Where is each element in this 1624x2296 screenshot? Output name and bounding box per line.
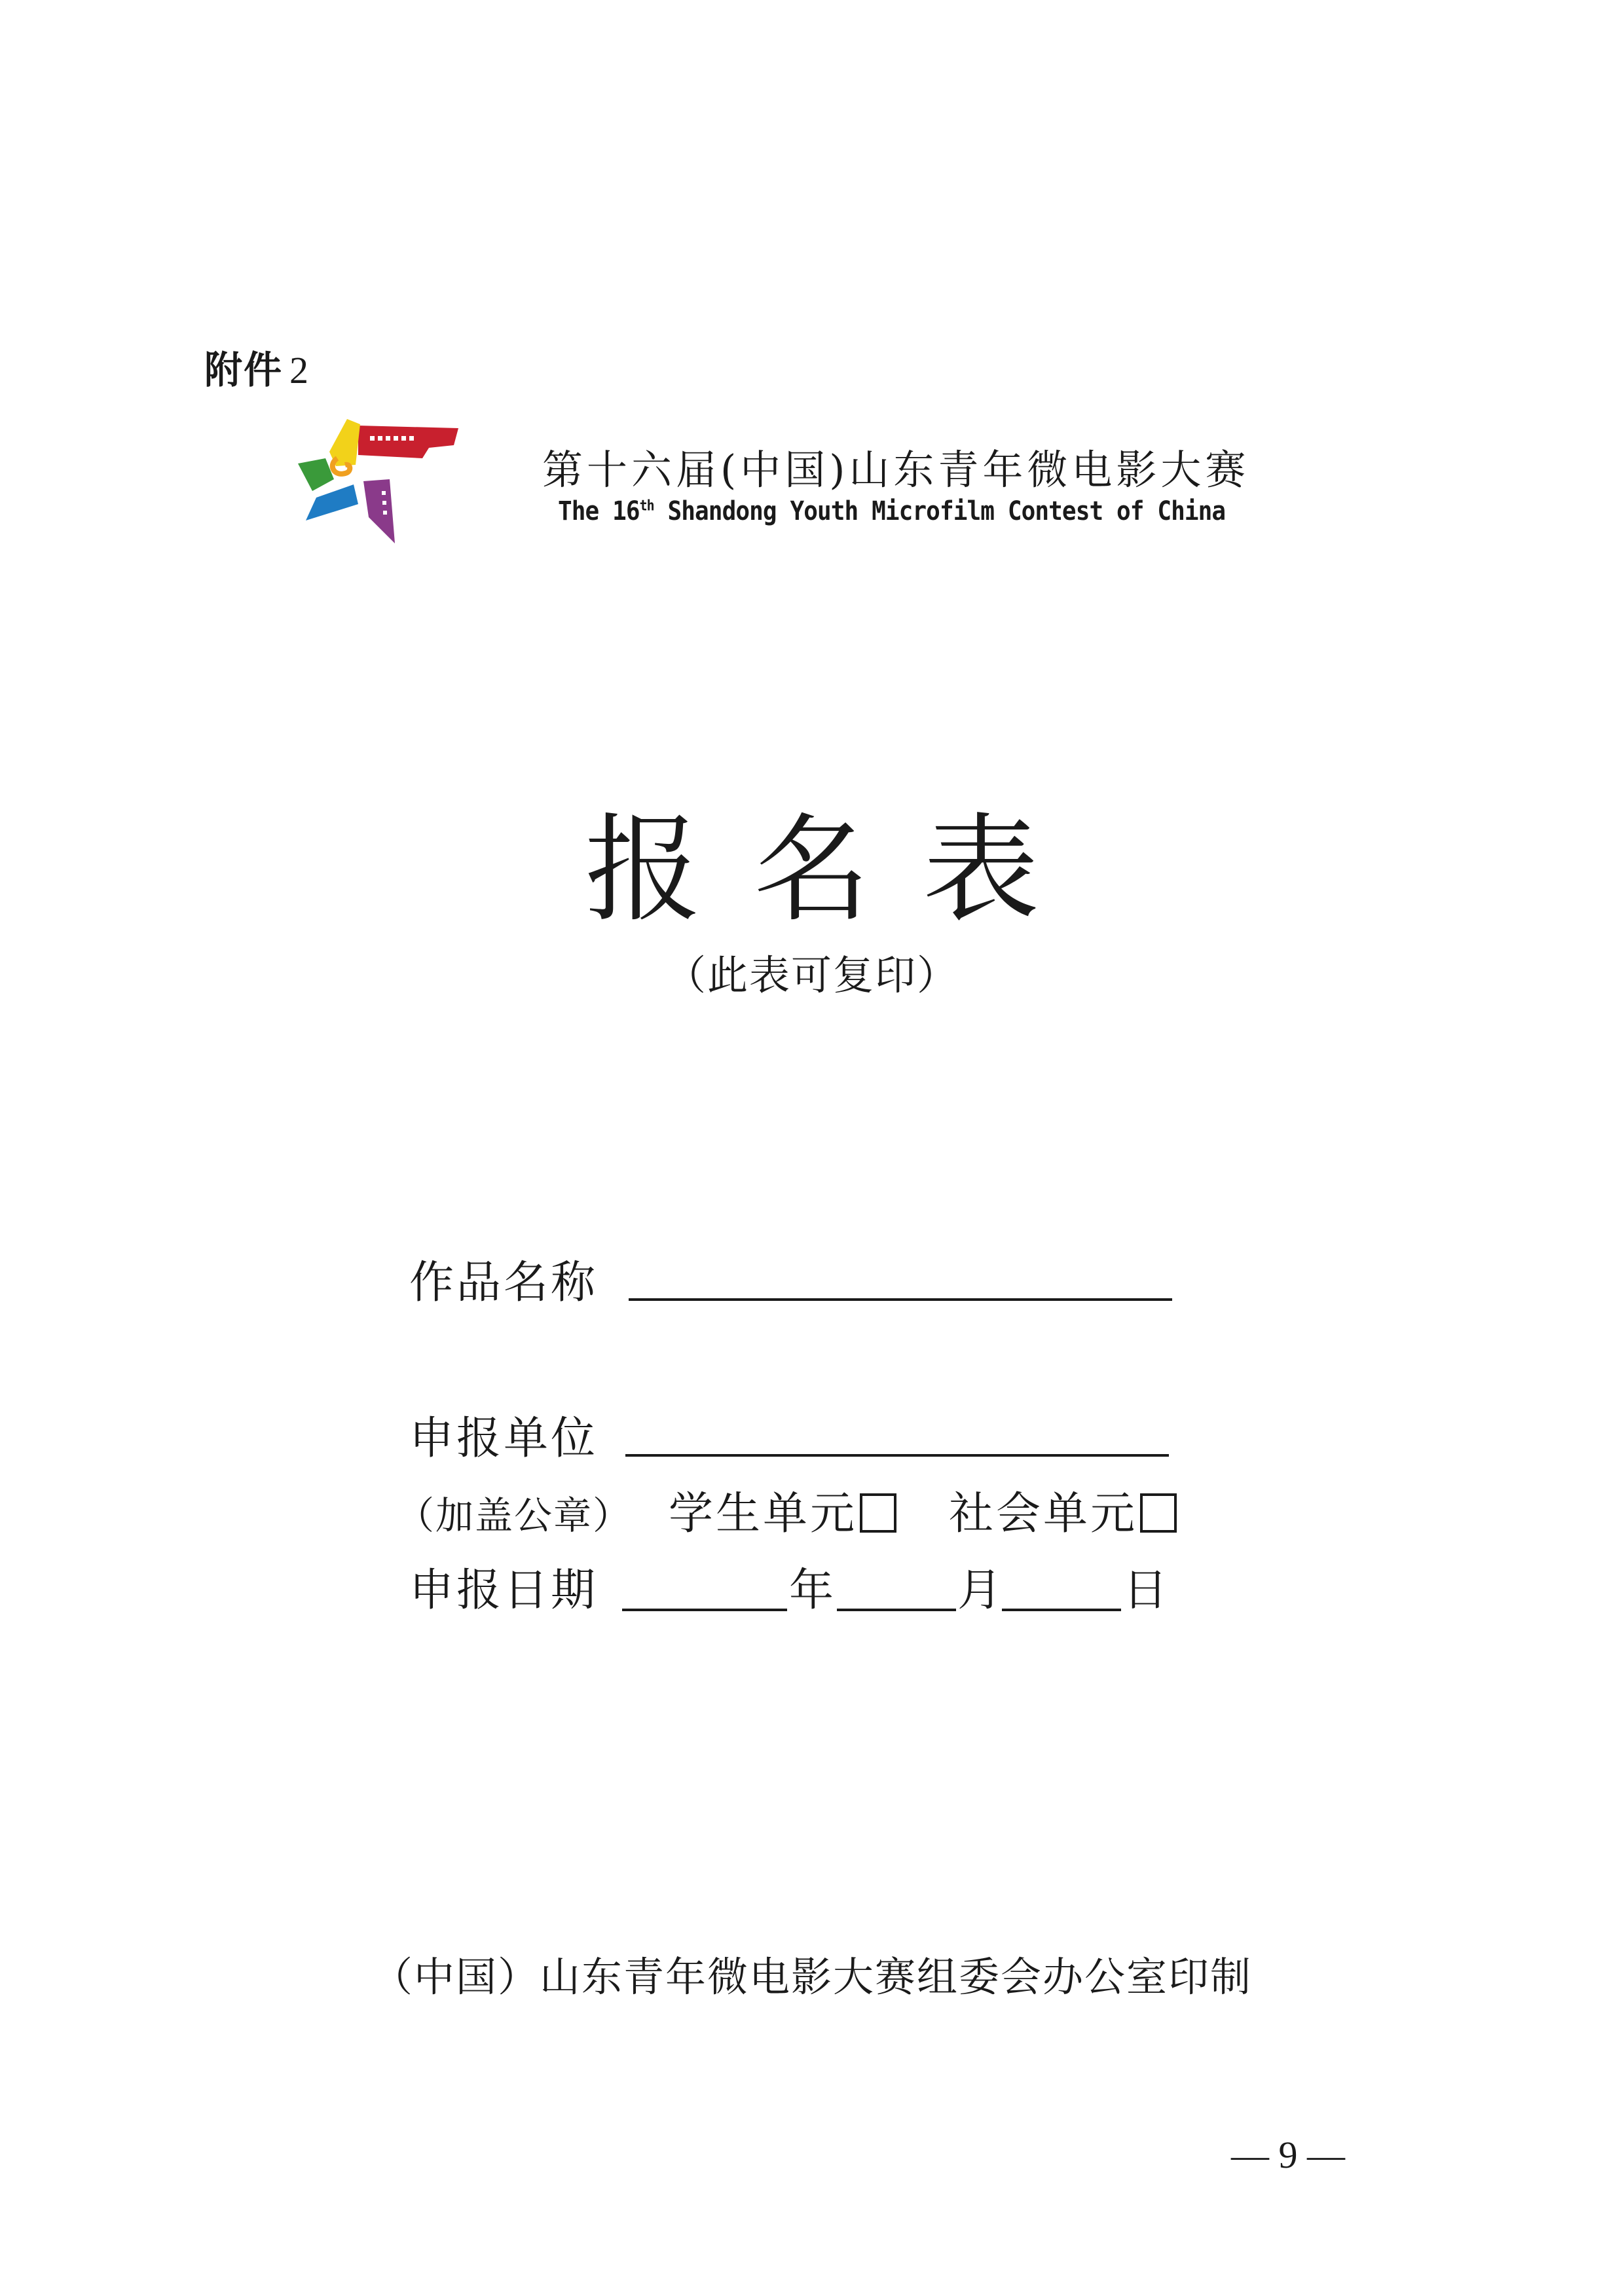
day-field[interactable] bbox=[1002, 1609, 1121, 1611]
contest-logo-icon bbox=[298, 419, 465, 543]
work-name-label: 作品名称 bbox=[409, 1257, 599, 1309]
day-label: 日 bbox=[1123, 1565, 1171, 1616]
month-label: 月 bbox=[957, 1565, 1005, 1616]
work-name-field[interactable] bbox=[629, 1298, 1172, 1301]
social-checkbox[interactable] bbox=[1140, 1493, 1177, 1533]
unit-type-row bbox=[396, 1478, 1177, 1542]
attachment-text: 附件 bbox=[204, 348, 284, 392]
contest-name-en-suffix: Shandong Youth Microfilm Contest of China bbox=[654, 496, 1226, 526]
month-field[interactable] bbox=[837, 1609, 956, 1611]
date-label: 申报日期 bbox=[409, 1565, 599, 1616]
contest-name-cn: 第十六届(中国)山东青年微电影大赛 bbox=[542, 446, 1250, 494]
option-student-label: 学生单元 bbox=[669, 1488, 858, 1540]
date-row bbox=[409, 1555, 1588, 1627]
attachment-number: 2 bbox=[289, 349, 310, 392]
option-social bbox=[949, 1488, 1177, 1540]
seal-note: （加盖公章） bbox=[396, 1493, 633, 1538]
contest-name-en-sup: th bbox=[639, 498, 654, 515]
unit-row bbox=[409, 1403, 1588, 1475]
option-student bbox=[669, 1488, 896, 1540]
printer-note: （中国）山东青年微电影大赛组委会办公室印制 bbox=[371, 1953, 1252, 2001]
contest-name-en-prefix: The 16 bbox=[558, 496, 640, 526]
option-social-label: 社会单元 bbox=[949, 1488, 1138, 1540]
year-field[interactable] bbox=[622, 1609, 787, 1611]
contest-name-en bbox=[558, 496, 1225, 526]
year-label: 年 bbox=[789, 1565, 837, 1616]
page-number: — 9 — bbox=[1231, 2134, 1345, 2176]
form-title: 报名表 bbox=[585, 802, 1092, 938]
student-checkbox[interactable] bbox=[860, 1493, 896, 1533]
unit-field[interactable] bbox=[625, 1454, 1169, 1457]
unit-label: 申报单位 bbox=[409, 1413, 599, 1465]
work-name-row bbox=[409, 1247, 1588, 1319]
form-subtitle: （此表可复印） bbox=[665, 951, 959, 999]
attachment-label bbox=[204, 339, 310, 394]
